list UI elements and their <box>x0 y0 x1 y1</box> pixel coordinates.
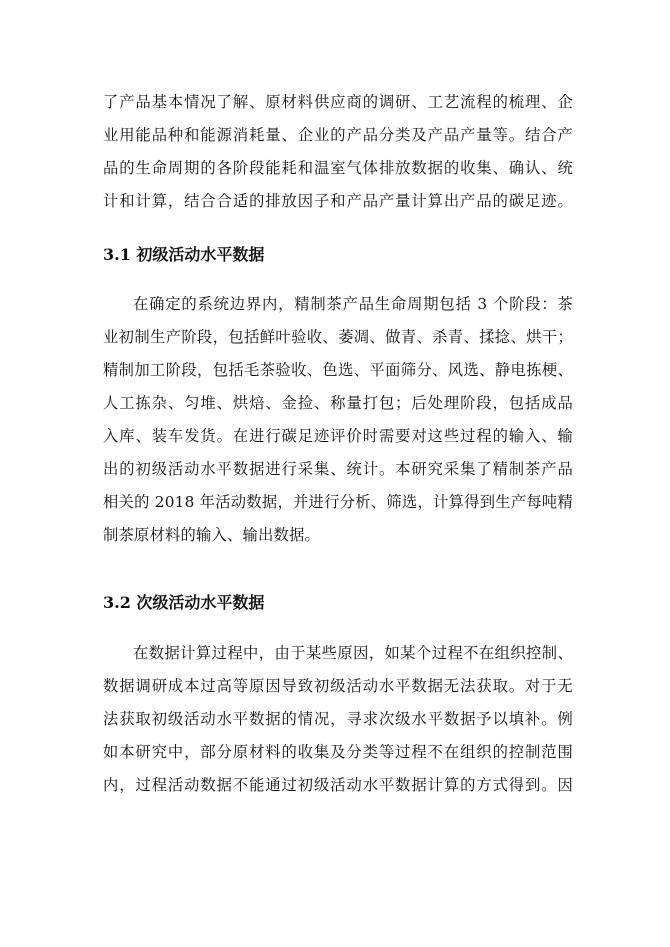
section-heading-3-1: 3.1 初级活动水平数据 <box>103 245 265 264</box>
paragraph-line: 内，过程活动数据不能通过初级活动水平数据计算的方式得到。因 <box>103 776 573 794</box>
paragraph-line: 品的生命周期的各阶段能耗和温室气体排放数据的收集、确认、统 <box>103 159 573 177</box>
paragraph-line: 了产品基本情况了解、原材料供应商的调研、工艺流程的梳理、企 <box>103 93 573 111</box>
paragraph-line: 数据调研成本过高等原因导致初级活动水平数据无法获取。对于无 <box>103 677 573 695</box>
paragraph-line: 在数据计算过程中，由于某些原因，如某个过程不在组织控制、 <box>133 644 573 662</box>
paragraph-line: 精制加工阶段，包括毛茶验收、色选、平面筛分、风选、静电拣梗、 <box>103 361 573 379</box>
paragraph-line: 如本研究中，部分原材料的收集及分类等过程不在组织的控制范围 <box>103 743 573 761</box>
paragraph-line: 制茶原材料的输入、输出数据。 <box>103 526 320 544</box>
paragraph-line: 计和计算，结合合适的排放因子和产品产量计算出产品的碳足迹。 <box>103 192 573 210</box>
paragraph-line: 相关的 2018 年活动数据，并进行分析、筛选，计算得到生产每吨精 <box>103 493 573 511</box>
paragraph-line: 法获取初级活动水平数据的情况，寻求次级水平数据予以填补。例 <box>103 710 573 728</box>
paragraph-line: 在确定的系统边界内，精制茶产品生命周期包括 3 个阶段：茶 <box>133 295 573 313</box>
paragraph-line: 入库、装车发货。在进行碳足迹评价时需要对这些过程的输入、输 <box>103 427 573 445</box>
paragraph-line: 业初制生产阶段，包括鲜叶验收、萎凋、做青、杀青、揉捻、烘干； <box>103 328 573 346</box>
paragraph-line: 人工拣杂、匀堆、烘焙、金捡、称量打包；后处理阶段，包括成品 <box>103 394 573 412</box>
section-heading-3-2: 3.2 次级活动水平数据 <box>103 593 265 612</box>
paragraph-line: 业用能品种和能源消耗量、企业的产品分类及产品产量等。结合产 <box>103 126 573 144</box>
paragraph-line: 出的初级活动水平数据进行采集、统计。本研究采集了精制茶产品 <box>103 460 573 478</box>
